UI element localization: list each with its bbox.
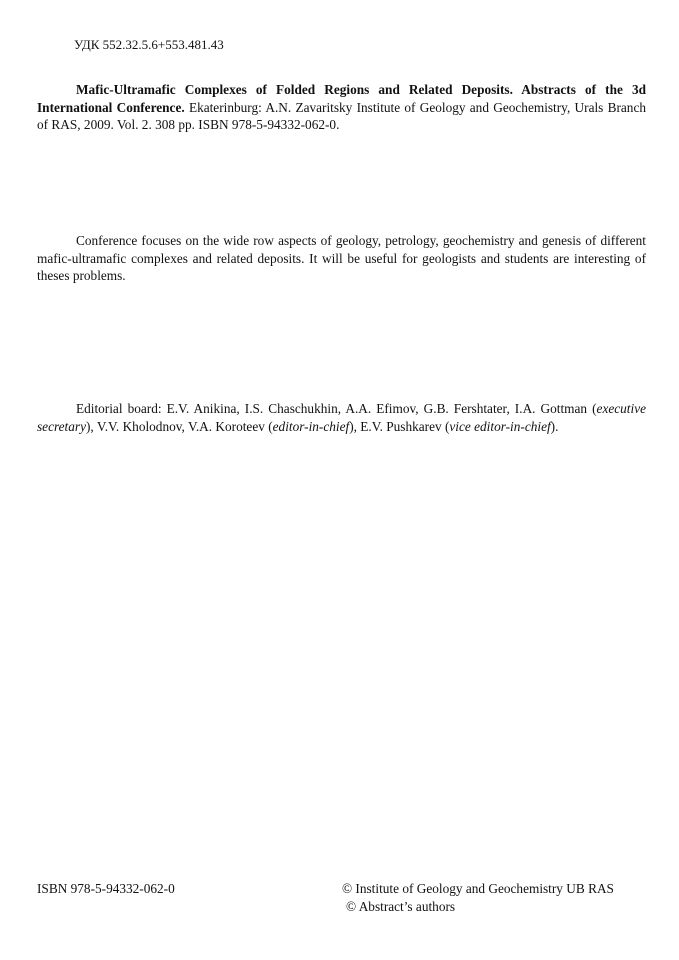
editorial-role-vice-editor-in-chief: vice editor-in-chief bbox=[449, 418, 551, 434]
editorial-role-executive-secretary: executive secretary bbox=[37, 401, 646, 434]
editorial-text-1: Editorial board: E.V. Anikina, I.S. Chaschukhin, A.A. Efimov, G.B. Fershtater, I.A. Gottman ( bbox=[76, 401, 597, 416]
editorial-text-3: ), E.V. Pushkarev ( bbox=[349, 418, 450, 434]
udk-code: УДК 552.32.5.6+553.481.43 bbox=[74, 37, 224, 52]
abstract-paragraph bbox=[37, 232, 646, 285]
footer-isbn: ISBN 978-5-94332-062-0 bbox=[37, 881, 175, 896]
citation-title: Mafic-Ultramafic Complexes of Folded Regions and Related Deposits. Abstracts of the 3d International Conference. bbox=[37, 82, 646, 115]
footer-copyright bbox=[342, 880, 614, 916]
copyright-institute: © Institute of Geology and Geochemistry UB RAS bbox=[342, 881, 614, 896]
editorial-board bbox=[37, 400, 646, 435]
editorial-text-4: ). bbox=[550, 418, 559, 434]
citation-details: Ekaterinburg: A.N. Zavaritsky Institute of Geology and Geochemistry, Urals Branch of RAS, 2009. Vol. 2. 308 pp. ISBN 978-5-94332-062-0. bbox=[37, 99, 647, 132]
bibliographic-citation bbox=[37, 81, 646, 134]
editorial-text-2: ), V.V. Kholodnov, V.A. Koroteev ( bbox=[85, 418, 273, 434]
editorial-role-editor-in-chief: editor-in-chief bbox=[272, 418, 350, 434]
abstract-text: Conference focuses on the wide row aspects of geology, petrology, geochemistry and genesis of different mafic-ultramafic complexes and related deposits. It will be useful for geologists and students are interesting of theses problems. bbox=[37, 233, 646, 283]
copyright-authors: © Abstract’s authors bbox=[346, 899, 456, 914]
